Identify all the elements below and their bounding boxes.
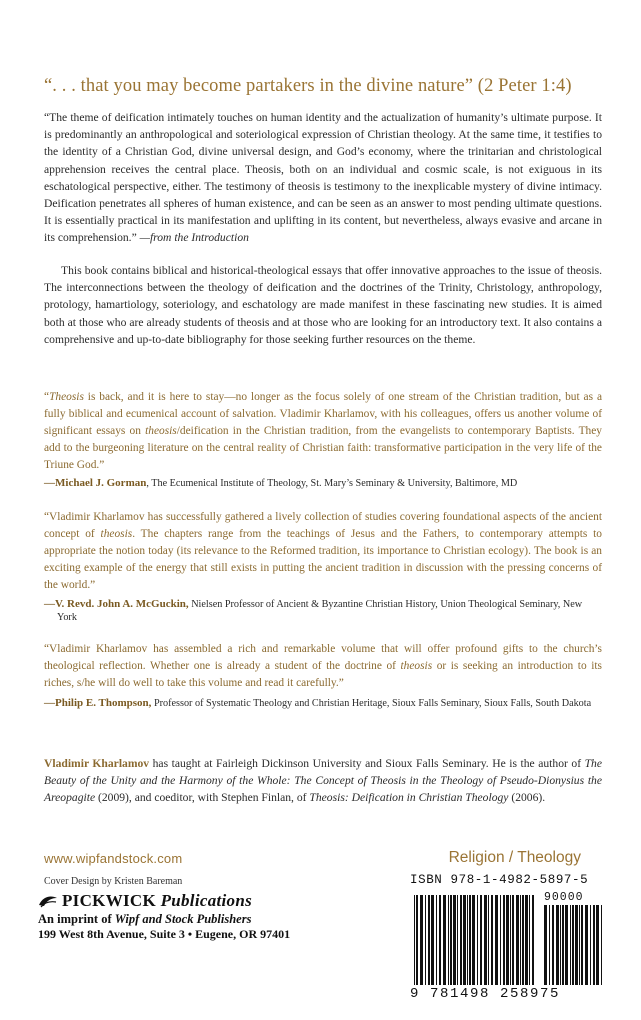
barcode-bar <box>510 895 511 985</box>
intro-text: “The theme of deification intimately touches on human identity and the actualization of humanity’s ultimate purpose. It is predominantly an anthropological and soteriological expression of Christian theology. At the same time, it testifies to the identity of a Christian God, divine universal design, and God’s economy, where the trinitarian and christological apprehension receives the central place. Theosis, both on an individual and cosmic scale, is not exiguous in its eschatological perspective, either. The testimony of theosis is testimony to the inexplicable mystery of divine intimacy. Deification penetrates all spheres of human existence, and can be seen as an answer to most pending ultimate questions. It is essentially practical in its manifestation and uplifting in its content, but nevertheless, always evasive and arcane in its comprehension.” <box>44 111 602 245</box>
barcode-bar <box>581 905 583 985</box>
isbn-label: ISBN 978-1-4982-5897-5 <box>410 873 589 887</box>
barcode-bar <box>529 895 530 985</box>
barcode-bar <box>469 895 471 985</box>
barcode-bar <box>601 905 602 985</box>
isbn-barcode <box>410 873 604 1001</box>
barcode-bar <box>590 905 591 985</box>
barcode-bar <box>439 895 441 985</box>
book-category: Religion / Theology <box>448 849 581 866</box>
intro-source: —from the Introduction <box>139 231 249 245</box>
endorsement-attribution: —Michael J. Gorman, The Ecumenical Institute of Theology, St. Mary’s Seminary & University, Baltimore, MD <box>44 477 518 489</box>
publisher-name: PICKWICK Publications <box>62 891 253 910</box>
barcode-bar <box>579 905 580 985</box>
barcode-bar <box>428 895 430 985</box>
barcode-bar <box>416 895 418 985</box>
barcode-bar <box>436 895 437 985</box>
barcode-bar <box>414 895 415 985</box>
publisher-website-link[interactable]: www.wipfandstock.com <box>44 851 183 866</box>
barcode-bar <box>503 895 505 985</box>
endorsement-attribution: —V. Revd. John A. McGuckin, Nielsen Professor of Ancient & Byzantine Christian History, Union Theological Seminary, New York <box>44 598 583 624</box>
barcode-bar <box>477 895 478 985</box>
barcode-bar <box>585 905 588 985</box>
publisher-address: 199 West 8th Avenue, Suite 3 • Eugene, OR 97401 <box>38 927 291 941</box>
barcode-bar <box>562 905 564 985</box>
barcode-bar <box>552 905 554 985</box>
barcode-bar <box>560 905 561 985</box>
barcode-bar <box>522 895 524 985</box>
ean-digits: 9 781498 258975 <box>410 986 561 1002</box>
endorsement-quote: “Theosis is back, and it is here to stay—no longer as the focus solely of one stream of the Christian tradition, but as a fully biblical and ecumenical account of salvation. Vladimir Kharlamov, with his colleagues, offers us another volume of significant essays on theosis/deification in the Christian tradition, from the evangelists to contemporary Baptists. They add to the burgeoning literature on the central reality of Christian faith: transformative participation in the very life of the Triune God.” <box>44 391 602 472</box>
barcode-bar <box>525 895 528 985</box>
author-bio: Vladimir Kharlamov has taught at Fairleigh Dickinson University and Sioux Falls Seminary. He is the author of The Beauty of the Unity and the Harmony of the Whole: The Concept of Theosis in the Theology of Pseudo-Dionysius the Areopagite (2009), and coeditor, with Stephen Finlan, of Theosis: Deification in Christian Theology (2006). <box>44 757 602 805</box>
barcode-bar <box>484 895 487 985</box>
publisher-block <box>38 891 298 942</box>
barcode-bar <box>532 895 534 985</box>
barcode-bar <box>549 905 550 985</box>
barcode-bar <box>512 895 514 985</box>
barcode-bar <box>500 895 501 985</box>
barcode-bar <box>453 895 456 985</box>
barcode-bar <box>565 905 568 985</box>
barcode-bar <box>480 895 482 985</box>
cover-design-credit: Cover Design by Kristen Bareman <box>44 876 183 887</box>
barcode-bar <box>556 905 559 985</box>
barcode-bar <box>593 905 595 985</box>
barcode-bar <box>420 895 423 985</box>
barcode-bar <box>463 895 466 985</box>
barcode-bar <box>443 895 446 985</box>
barcode-bar <box>457 895 458 985</box>
barcode-bar <box>544 905 547 985</box>
endorsement-attribution: —Philip E. Thompson, Professor of Systematic Theology and Christian Heritage, Sioux Falls Seminary, Sioux Falls, South Dakota <box>44 697 592 709</box>
barcode-bar <box>425 895 426 985</box>
endorsement-quote: “Vladimir Kharlamov has successfully gathered a lively collection of studies covering foundational aspects of the ancient concept of theosis. The chapters range from the teachings of Jesus and the Fathers, to contemporary attempts to appropriate the notion today (its relevance to the Reformed tradition, its importance to Christian ecology). The book is an exciting example of the energy that still exists in putting the ancient tradition in discussion with the pressing concerns of the world.” <box>44 511 602 592</box>
endorsement-quote: “Vladimir Kharlamov has assembled a rich and remarkable volume that will offer profound gifts to the church’s theological reflection. Whether one is already a student of the doctrine of theosis or is seeking an introduction to its riches, s/he will do well to take this volume and read it carefully.” <box>44 643 602 690</box>
imprint-line: An imprint of Wipf and Stock Publishers <box>38 912 252 926</box>
publisher-logo <box>38 891 298 911</box>
barcode-bar <box>450 895 452 985</box>
barcode-bar <box>472 895 475 985</box>
barcode-bar <box>520 895 521 985</box>
price-code: 90000 <box>544 891 584 904</box>
barcode-bar <box>491 895 493 985</box>
barcode-bar <box>575 905 578 985</box>
barcode-bar <box>516 895 519 985</box>
barcode-bar <box>506 895 509 985</box>
barcode-bar <box>570 905 571 985</box>
barcode-bar <box>488 895 489 985</box>
intro-paragraph <box>44 109 602 247</box>
barcode-bar <box>495 895 498 985</box>
barcode-bar <box>448 895 449 985</box>
tagline-quote: “. . . that you may become partakers in the divine nature” (2 Peter 1:4) <box>44 76 572 96</box>
pickwick-logo-icon <box>38 893 58 909</box>
barcode-bar <box>431 895 434 985</box>
barcode-bar <box>460 895 462 985</box>
ean-barcode-bars <box>410 873 604 1001</box>
barcode-bar <box>467 895 468 985</box>
description-paragraph: This book contains biblical and historical-theological essays that offer innovative approaches to the issue of theosis. The interconnections between the theology of deification and the doctrines of the Trinity, Christology, anthropology, protology, hamartiology, soteriology, and eschatology are made manifest in these fascinating new studies. It is aimed both at those who are already students of theosis and at those who are looking for an introductory text. It also contains a comprehensive and up-to-date bibliography for those seeking further resources on the theme. <box>44 264 602 346</box>
barcode-bar <box>572 905 574 985</box>
barcode-bar <box>596 905 599 985</box>
